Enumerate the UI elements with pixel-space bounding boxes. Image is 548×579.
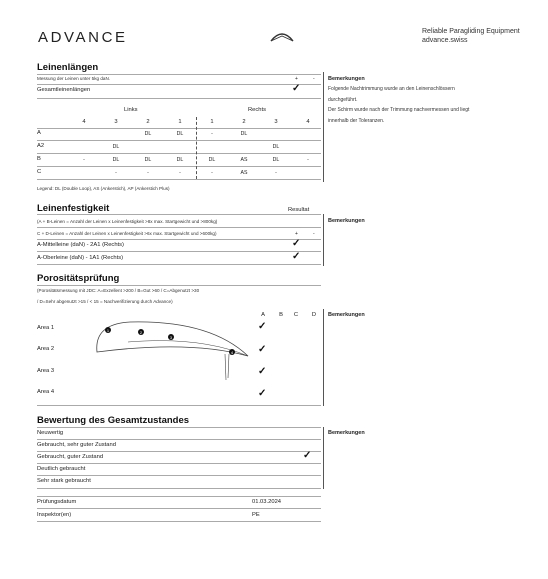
measurement-note: Messung der Leinen unter 5kg daN.: [37, 76, 111, 81]
wing-profile-diagram: [90, 318, 250, 388]
a-upper-line-label: A-Oberleine (daN) - 1A1 (Rechts): [37, 255, 124, 261]
grade-header: D: [311, 312, 317, 318]
row-label-a2: A2: [37, 143, 45, 149]
left-side-label: Links: [124, 107, 138, 113]
ab-lines-rule: (A + B-Leinen = Anzahl der Leinen x Leinenfestigkeit >8x max. Startgewicht und >800kg): [37, 219, 218, 224]
condition-option: Neuwertig: [37, 430, 64, 436]
col-header: 3: [274, 119, 278, 125]
remarks-line: innerhalb der Toleranzen.: [328, 117, 385, 124]
grade-header: B: [279, 312, 283, 318]
total-line-length-check: ✓: [292, 83, 301, 94]
line-cell: -: [115, 170, 117, 176]
cd-lines-rule: C + D-Leinen = Anzahl der Leinen x Leinenfestigkeit >6x max. Startgewicht und >600kg): [37, 231, 217, 236]
legend-text: Legend: DL (Double Loop), AS (Ankerstich), AP (Ankerstich Plus): [37, 186, 170, 191]
section-title-overall-condition: Bewertung des Gesamtzustandes: [37, 415, 190, 426]
website-text: advance.swiss: [422, 37, 468, 44]
section-title-line-strength: Leinenfestigkeit: [37, 203, 110, 214]
a-middle-line-label: A-Mittelleine (daN) - 2A1 (Rechts): [37, 242, 124, 248]
result-label: Resultat: [288, 207, 310, 213]
row-label-c: C: [37, 169, 42, 175]
condition-selected-check: ✓: [303, 450, 312, 461]
inspector-value: PE: [252, 512, 260, 518]
line-cell: -: [83, 157, 85, 163]
area-4-grade-a-check: ✓: [258, 388, 267, 399]
area-label: Area 2: [37, 346, 55, 352]
area-3-grade-a-check: ✓: [258, 366, 267, 377]
line-cell: DL: [144, 131, 152, 137]
col-header: 4: [82, 119, 86, 125]
area-marker-3: 3: [169, 334, 173, 340]
inspector-label: Inspektor(en): [37, 512, 72, 518]
line-cell: -: [211, 131, 213, 137]
a-middle-line-check: ✓: [292, 238, 301, 249]
line-cell: DL: [112, 144, 120, 150]
line-cell: -: [179, 170, 181, 176]
plus-label: +: [295, 76, 298, 82]
line-cell: DL: [272, 157, 280, 163]
brand-logo: ADVANCE: [38, 29, 128, 46]
col-header: 2: [242, 119, 246, 125]
area-1-grade-a-check: ✓: [258, 321, 267, 332]
plus-label: +: [295, 231, 298, 237]
condition-option-selected: Gebraucht, guter Zustand: [37, 454, 104, 460]
line-cell: -: [147, 170, 149, 176]
area-label: Area 1: [37, 325, 55, 331]
porosity-desc-1: (Porositätsmessung mit JDC: A=Exzellent >200 / B=Gut >60 / C=Abgenutzt >30: [37, 288, 200, 293]
minus-label: -: [313, 76, 315, 82]
col-header: 3: [114, 119, 118, 125]
line-length-remarks: [328, 76, 469, 126]
area-marker-1: 1: [106, 327, 110, 333]
minus-label: -: [313, 231, 315, 237]
condition-option: Gebraucht, sehr guter Zustand: [37, 442, 116, 448]
line-cell: DL: [176, 131, 184, 137]
a-upper-line-check: ✓: [292, 251, 301, 262]
col-header: 1: [210, 119, 214, 125]
porosity-remarks-title: Bemerkungen: [328, 312, 365, 318]
col-header: 2: [146, 119, 150, 125]
area-marker-2: 2: [139, 329, 143, 335]
condition-remarks-title: Bemerkungen: [328, 430, 365, 436]
paraglider-icon: [268, 30, 296, 44]
remarks-title: Bemerkungen: [328, 76, 365, 82]
remarks-line: Folgende Nachtrimmung wurde an den Leinenschlössern: [328, 86, 455, 92]
line-cell: DL: [208, 157, 216, 163]
section-title-line-lengths: Leinenlängen: [37, 62, 99, 73]
inspection-date: 01.03.2024: [252, 499, 282, 505]
line-cell: DL: [144, 157, 152, 163]
section-title-porosity: Porositätsprüfung: [37, 273, 120, 284]
col-header: 1: [178, 119, 182, 125]
line-cell: DL: [240, 131, 248, 137]
total-line-length-label: Gesamtleinenlängen: [37, 87, 91, 93]
area-marker-4: 4: [230, 349, 234, 355]
inspection-date-label: Prüfungsdatum: [37, 499, 77, 505]
area-label: Area 3: [37, 368, 55, 374]
line-cell: AS: [240, 157, 248, 163]
condition-option: Deutlich gebraucht: [37, 466, 86, 472]
area-label: Area 4: [37, 389, 55, 395]
line-cell: -: [275, 170, 277, 176]
col-header: 4: [306, 119, 310, 125]
porosity-desc-2: / D=Sehr abgenutzt >15 / < 15 = Nachverifizierung durch Advance): [37, 299, 173, 304]
line-cell: -: [307, 157, 309, 163]
remarks-line: durchgeführt.: [328, 96, 358, 103]
line-cell: DL: [176, 157, 184, 163]
tagline-text: Reliable Paragliding Equipment: [422, 28, 520, 35]
remarks-line: Der Schirm wurde nach der Trimmung nachvermessen und liegt: [328, 107, 470, 113]
row-label-b: B: [37, 156, 41, 162]
row-label-a: A: [37, 130, 41, 136]
line-cell: AS: [240, 170, 248, 176]
strength-remarks-title: Bemerkungen: [328, 218, 365, 224]
right-side-label: Rechts: [248, 107, 267, 113]
grade-header: C: [293, 312, 299, 318]
tagline: [422, 27, 520, 45]
condition-option: Sehr stark gebraucht: [37, 478, 91, 484]
line-cell: DL: [112, 157, 120, 163]
line-cell: -: [211, 170, 213, 176]
line-cell: DL: [272, 144, 280, 150]
area-2-grade-a-check: ✓: [258, 344, 267, 355]
grade-header: A: [261, 312, 265, 318]
